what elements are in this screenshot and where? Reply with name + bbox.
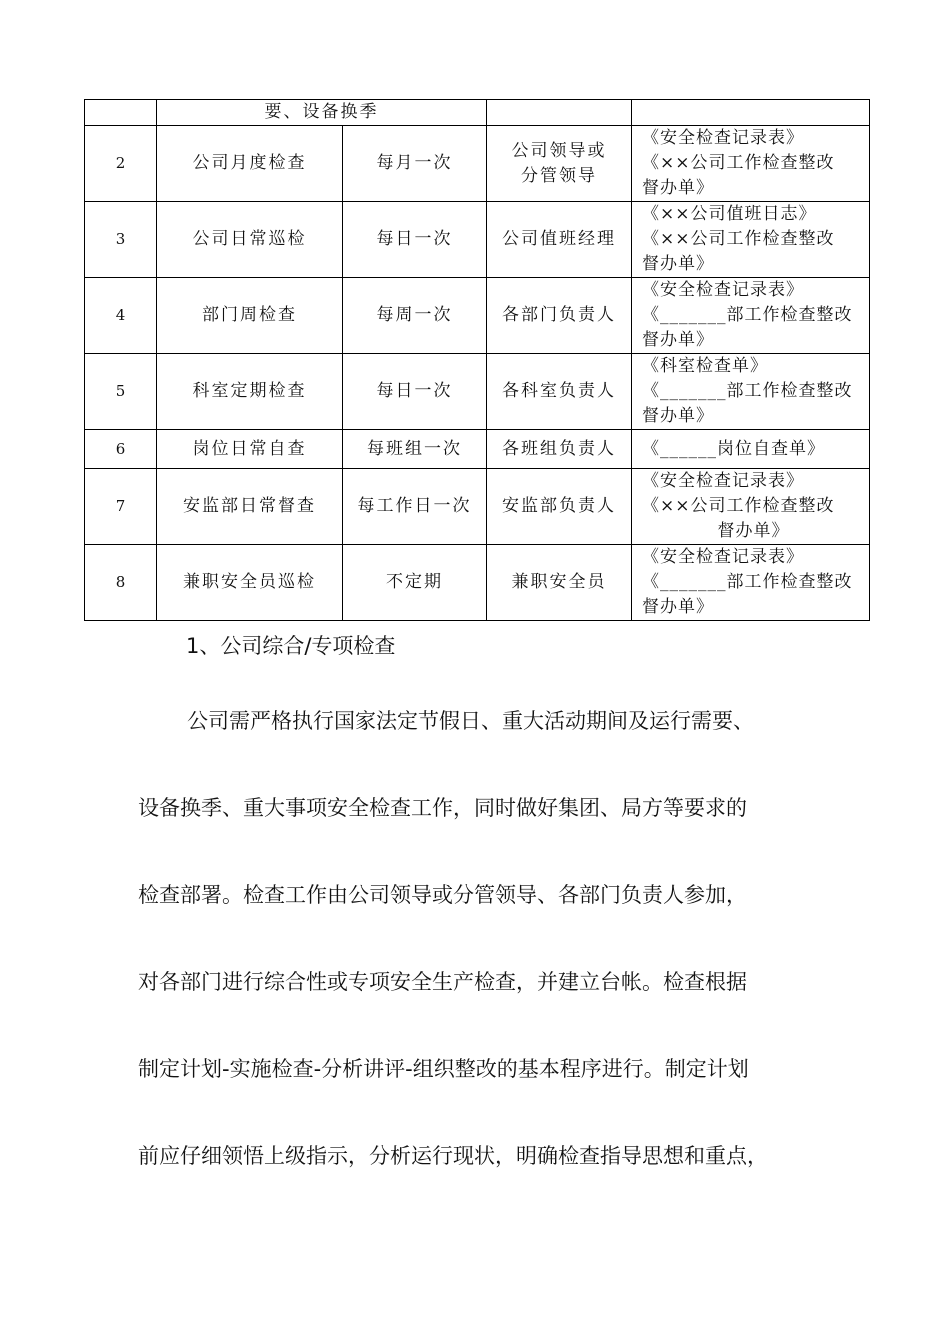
cell-item: 兼职安全员巡检 — [157, 545, 343, 621]
cell-record — [632, 469, 870, 545]
table-row — [85, 430, 870, 469]
paragraph-line: 对各部门进行综合性或专项安全生产检查，并建立台帐。检查根据 — [138, 970, 747, 994]
record-line: 督办单》 — [642, 406, 714, 426]
cell-no: 6 — [85, 430, 157, 469]
cell-item: 科室定期检查 — [157, 354, 343, 430]
record-line: 《××公司工作检查整改 — [642, 229, 835, 249]
inspection-table — [84, 99, 870, 621]
record-line: 《安全检查记录表》 — [642, 471, 804, 491]
record-line: 督办单》 — [642, 330, 714, 350]
record-line: 督办单》 — [717, 521, 790, 541]
cell-who: 各科室负责人 — [487, 354, 632, 430]
cell-no: 2 — [85, 126, 157, 202]
cell-no: 4 — [85, 278, 157, 354]
cell-no: 5 — [85, 354, 157, 430]
cell-item: 公司日常巡检 — [157, 202, 343, 278]
table-row — [85, 354, 870, 430]
cell-no — [85, 100, 157, 126]
cell-frequency: 每日一次 — [343, 354, 487, 430]
paragraph-line: 检查部署。检查工作由公司领导或分管领导、各部门负责人参加， — [138, 883, 747, 907]
cell-frequency: 不定期 — [343, 545, 487, 621]
table-row — [85, 126, 870, 202]
record-line: 督办单》 — [642, 178, 714, 198]
cell-frequency: 每工作日一次 — [343, 469, 487, 545]
record-line: 《安全检查记录表》 — [642, 547, 804, 567]
cell-item: 要、设备换季 — [157, 100, 487, 126]
cell-record — [632, 126, 870, 202]
cell-no: 3 — [85, 202, 157, 278]
paragraph-line: 前应仔细领悟上级指示，分析运行现状，明确检查指导思想和重点， — [138, 1144, 768, 1168]
record-line: 《_______部工作检查整改 — [642, 305, 853, 325]
cell-who: 各班组负责人 — [487, 430, 632, 469]
table-row — [85, 278, 870, 354]
record-line: 《××公司工作检查整改 — [642, 153, 835, 173]
cell-frequency: 每周一次 — [343, 278, 487, 354]
cell-who — [487, 100, 632, 126]
cell-item: 岗位日常自查 — [157, 430, 343, 469]
record-line: 《安全检查记录表》 — [642, 280, 804, 300]
cell-who: 兼职安全员 — [487, 545, 632, 621]
record-line: 《安全检查记录表》 — [642, 128, 804, 148]
cell-who: 各部门负责人 — [487, 278, 632, 354]
table-row — [85, 545, 870, 621]
cell-who: 安监部负责人 — [487, 469, 632, 545]
cell-frequency: 每班组一次 — [343, 430, 487, 469]
table-row — [85, 202, 870, 278]
cell-record — [632, 545, 870, 621]
cell-item: 部门周检查 — [157, 278, 343, 354]
table-row — [85, 469, 870, 545]
paragraph-line: 设备换季、重大事项安全检查工作，同时做好集团、局方等要求的 — [138, 796, 747, 820]
who-line: 分管领导 — [521, 165, 597, 186]
record-line: 《科室检查单》 — [642, 356, 768, 376]
record-line: 《××公司值班日志》 — [642, 204, 817, 224]
record-line: 《______岗位自查单》 — [642, 438, 825, 459]
cell-frequency: 每月一次 — [343, 126, 487, 202]
cell-no: 8 — [85, 545, 157, 621]
paragraph-line: 制定计划-实施检查-分析讲评-组织整改的基本程序进行。制定计划 — [138, 1057, 749, 1081]
record-line: 《_______部工作检查整改 — [642, 381, 853, 401]
cell-record — [632, 354, 870, 430]
cell-item: 安监部日常督查 — [157, 469, 343, 545]
cell-record — [632, 100, 870, 126]
record-line: 督办单》 — [642, 254, 714, 274]
record-line: 《××公司工作检查整改 — [642, 496, 835, 516]
cell-record — [632, 278, 870, 354]
record-line: 《_______部工作检查整改 — [642, 572, 853, 592]
cell-who — [487, 126, 632, 202]
table-row — [85, 100, 870, 126]
cell-no: 7 — [85, 469, 157, 545]
paragraph-line: 公司需严格执行国家法定节假日、重大活动期间及运行需要、 — [187, 709, 754, 733]
cell-frequency: 每日一次 — [343, 202, 487, 278]
who-line: 公司领导或 — [511, 140, 607, 161]
section-heading: 1、公司综合/专项检查 — [186, 634, 396, 658]
cell-record — [632, 430, 870, 469]
cell-item: 公司月度检查 — [157, 126, 343, 202]
cell-who: 公司值班经理 — [487, 202, 632, 278]
record-line: 督办单》 — [642, 597, 714, 617]
cell-record — [632, 202, 870, 278]
